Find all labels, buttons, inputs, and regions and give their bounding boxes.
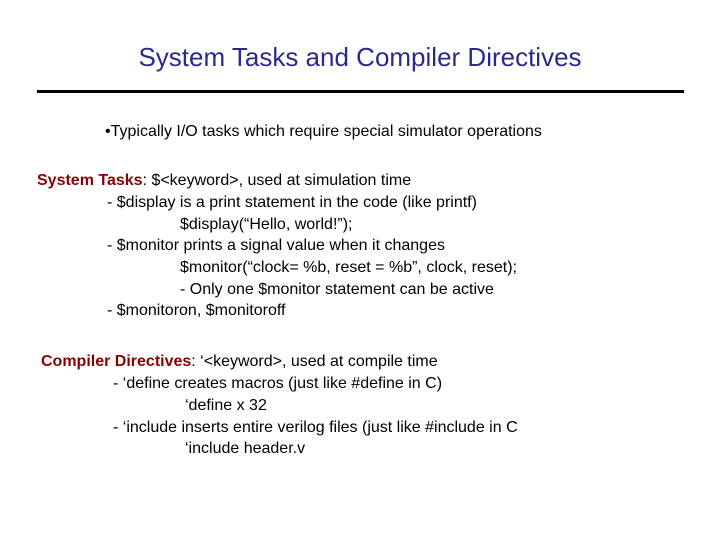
include-example: ‘include header.v (185, 440, 306, 457)
slide-title: System Tasks and Compiler Directives (138, 42, 582, 72)
system-tasks-heading: System Tasks (37, 172, 143, 189)
include-description: - ‘include inserts entire verilog files (just like #include in C (113, 419, 518, 436)
monitor-note: - Only one $monitor statement can be active (180, 281, 494, 298)
monitor-description: - $monitor prints a signal value when it changes (107, 237, 445, 254)
system-tasks-description: : $<keyword>, used at simulation time (142, 172, 412, 189)
system-tasks-heading-line (37, 171, 411, 191)
define-description: - ‘define creates macros (just like #define in C) (113, 375, 443, 392)
monitor-example: $monitor(“clock= %b, reset = %b”, clock, reset); (180, 259, 517, 276)
display-example: $display(“Hello, world!”); (180, 216, 353, 233)
display-description: - $display is a print statement in the code (like printf) (107, 194, 477, 211)
define-example: ‘define x 32 (185, 397, 267, 414)
compiler-directives-description: : ‘<keyword>, used at compile time (191, 353, 438, 370)
monitoron-off: - $monitoron, $monitoroff (107, 302, 286, 319)
compiler-directives-heading: Compiler Directives (41, 353, 192, 370)
compiler-directives-heading-line (41, 352, 438, 372)
intro-bullet: •Typically I/O tasks which require special simulator operations (105, 123, 542, 140)
title-divider (37, 90, 684, 93)
